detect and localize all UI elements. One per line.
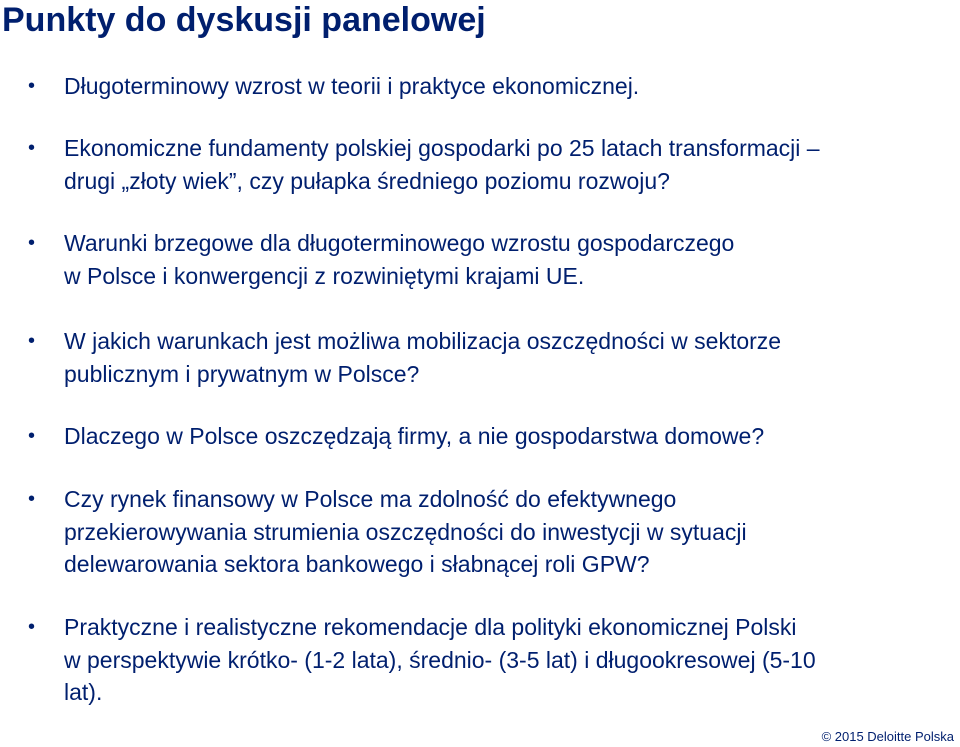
list-item-text: Praktyczne i realistyczne rekomendacje dla polityki ekonomicznej Polski w perspektywie krótko- (1-2 lata), średnio- (3-5 lat) i długookresowej (5-10 lat). [64, 614, 816, 705]
list-item-text: Dlaczego w Polsce oszczędzają firmy, a nie gospodarstwa domowe? [64, 423, 765, 449]
bullet-icon: • [28, 75, 36, 97]
list-item-text: Czy rynek finansowy w Polsce ma zdolność do efektywnego przekierowywania strumienia oszczędności do inwestycji w sytuacji delewarowania sektora bankowego i słabnącej roli GPW? [64, 486, 747, 577]
bullet-icon: • [28, 425, 36, 447]
list-item-text: Warunki brzegowe dla długoterminowego wzrostu gospodarczego w Polsce i konwergencji z rozwiniętymi krajami UE. [64, 230, 735, 289]
bullet-icon: • [28, 137, 36, 159]
bullet-icon: • [28, 616, 36, 638]
copyright-footer: © 2015 Deloitte Polska [821, 729, 954, 744]
page-title: Punkty do dyskusji panelowej [2, 1, 486, 39]
list-item-text: W jakich warunkach jest możliwa mobilizacja oszczędności w sektorze publicznym i prywatnym w Polsce? [64, 328, 782, 387]
list-item-text: Ekonomiczne fundamenty polskiej gospodarki po 25 latach transformacji – drugi „złoty wiek”, czy pułapka średniego poziomu rozwoju? [64, 135, 820, 194]
bullet-icon: • [28, 232, 36, 254]
bullet-icon: • [28, 488, 36, 510]
list-item-text: Długoterminowy wzrost w teorii i praktyce ekonomicznej. [64, 73, 640, 99]
bullet-icon: • [28, 330, 36, 352]
